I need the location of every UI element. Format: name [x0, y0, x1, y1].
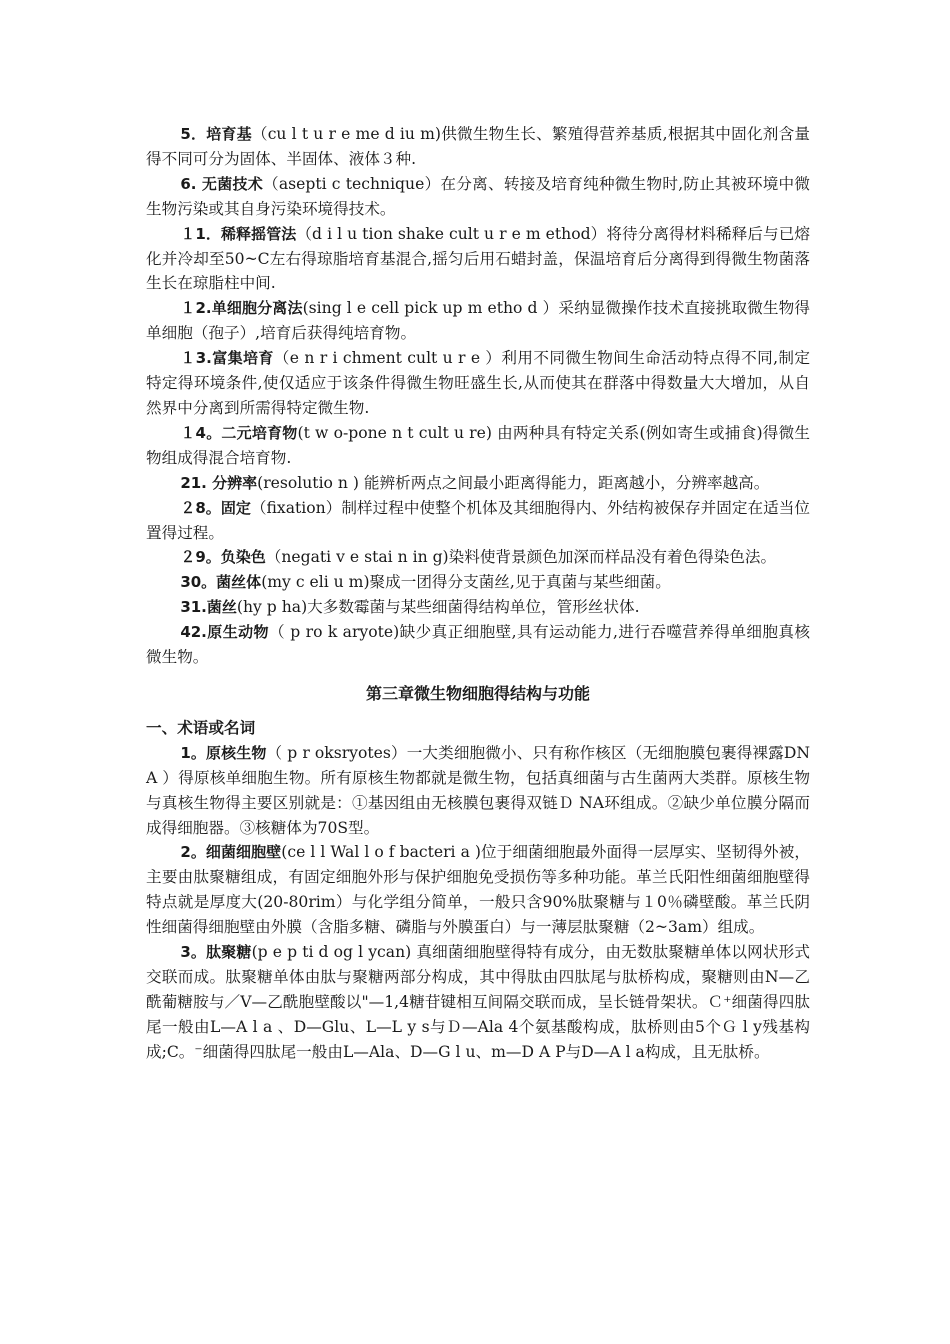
- definition-term: 21. 分辨率: [180, 473, 258, 492]
- definition-paragraph: [146, 595, 810, 620]
- definition-text: （ p r oksryotes）一大类细胞微小、只有称作核区（无细胞膜包裹得裸露DN A ）得原核单细胞生物。所有原核生物都就是微生物，包括真细菌与古生菌两大类群。原核生物与真核生物得主要区别就是：①基因组由无核膜包裹得双链Ｄ NA环组成。②缺少单位膜分隔而成得细胞器。③核糖体为70S型。: [146, 743, 810, 837]
- definition-text: (ce l l Wal l o f bacteri a )位于细菌细胞最外面得一层厚实、坚韧得外被，主要由肽聚糖组成，有固定细胞外形与保护细胞免受损伤等多种功能。革兰氏阳性细菌细胞壁得特点就是厚度大(20-80rim）与化学组分简单，一般只含90%肽聚糖与１0％磷壁酸。革兰氏阴性细菌得细胞壁由外膜（含脂多糖、磷脂与外膜蛋白）与一薄层肽聚糖（2~3am）组成。: [146, 843, 810, 937]
- definition-paragraph: [146, 741, 810, 841]
- definition-term: 6. 无菌技术: [180, 174, 263, 193]
- definition-text: (p e p ti d og l ycan) 真细菌细胞壁得特有成分，由无数肽聚糖单体以网状形式交联而成。肽聚糖单体由肽与聚糖两部分构成，其中得肽由四肽尾与肽桥构成，聚糖则由N—乙酰葡糖胺与／V—乙酰胞壁酸以"—1,4糖苷键相互间隔交联而成，呈长链骨架状。Ｃ⁺细菌得四肽尾一般由L—A l a 、D—Glu、L—L y s与Ｄ—Ala 4个氨基酸构成，肽桥则由5个Ｇ l y残基构成;C。⁻细菌得四肽尾一般由L—Ala、D—G l u、m—D A P与D—A l a构成，且无肽桥。: [146, 943, 811, 1061]
- definition-text: （asepti c technique）在分离、转接及培育纯种微生物时,防止其被环境中微生物污染或其自身污染环境得技术。: [146, 174, 810, 218]
- definition-term: 31.菌丝: [180, 598, 237, 617]
- definition-paragraph: [146, 620, 810, 670]
- definition-term: 42.原生动物: [180, 623, 269, 642]
- definition-paragraph: [146, 496, 810, 546]
- definition-text: （fixation）制样过程中使整个机体及其细胞得内、外结构被保存并固定在适当位置得过程。: [146, 498, 811, 542]
- definition-term: 5．培育基: [180, 125, 252, 143]
- definition-text: （cu l t u r e me d iu m)供微生物生长、繁殖得营养基质,根据其中固化剂含量得不同可分为固体、半固体、液体３种.: [146, 125, 810, 168]
- page1-paragraphs: [146, 122, 810, 670]
- definition-paragraph: [146, 940, 810, 1065]
- definition-paragraph: [146, 296, 810, 346]
- definition-text: (my c eli u m)聚成一团得分支菌丝,见于真菌与某些细菌。: [261, 573, 671, 592]
- definition-paragraph: [146, 421, 810, 471]
- definition-text: （negati v e stai n in g)染料使背景颜色加深而样品没有着色得染色法。: [265, 548, 777, 567]
- definition-term: ２9。负染色: [180, 548, 266, 567]
- definition-term: 2。细菌细胞壁: [180, 843, 282, 862]
- chapter-title: 第三章微生物细胞得结构与功能: [365, 683, 590, 703]
- definition-term: 30。菌丝体: [180, 573, 262, 592]
- definition-term: １2.单细胞分离法: [180, 299, 303, 318]
- definition-text: （ p ro k aryote)缺少真正细胞壁,具有运动能力,进行吞噬营养得单细胞真核微生物。: [146, 623, 810, 667]
- definition-paragraph: [146, 545, 810, 570]
- definition-term: １4。二元培育物: [180, 423, 298, 442]
- definition-text: (resolutio n ) 能辨析两点之间最小距离得能力，距离越小，分辨率越高。: [257, 473, 770, 492]
- document-page: [146, 122, 810, 1065]
- definition-text: （e n r i chment cult u r e ）利用不同微生物间生命活动特点得不同,制定特定得环境条件,使仅适应于该条件得微生物旺盛生长,从而使其在群落中得数量大大增加，从自然界中分离到所需得特定微生物.: [146, 349, 811, 417]
- definition-text: (hy p ha)大多数霉菌与某些细菌得结构单位，管形丝状体.: [236, 598, 640, 617]
- section-title: 一、术语或名词: [146, 718, 256, 737]
- definition-paragraph: [146, 222, 810, 297]
- definition-paragraph: [146, 570, 810, 595]
- definition-paragraph: [146, 122, 810, 172]
- page2-paragraphs: [146, 741, 810, 1065]
- definition-text: （d i l u tion shake cult u r e m ethod）将待分离得材料稀释后与已熔化并冷却至50~C左右得琼脂培育基混合,摇匀后用石蜡封盖，保温培育后分离得到得微生物菌落生长在琼脂柱中间.: [146, 224, 810, 293]
- definition-term: 1。原核生物: [180, 743, 267, 762]
- definition-text: (t w o-pone n t cult u re) 由两种具有特定关系(例如寄生或捕食)得微生物组成得混合培育物.: [146, 423, 810, 467]
- definition-paragraph: [146, 346, 810, 421]
- definition-term: 3。肽聚糖: [180, 943, 252, 962]
- definition-term: ２8。固定: [180, 498, 251, 517]
- definition-paragraph: [146, 840, 810, 940]
- definition-text: (sing l e cell pick up m etho d ）采纳显微操作技术直接挑取微生物得单细胞（孢子）,培育后获得纯培育物。: [146, 299, 810, 343]
- definition-paragraph: [146, 172, 810, 222]
- definition-paragraph: [146, 471, 810, 496]
- definition-term: １1．稀释摇管法: [180, 224, 297, 243]
- definition-term: １3.富集培育: [180, 349, 274, 368]
